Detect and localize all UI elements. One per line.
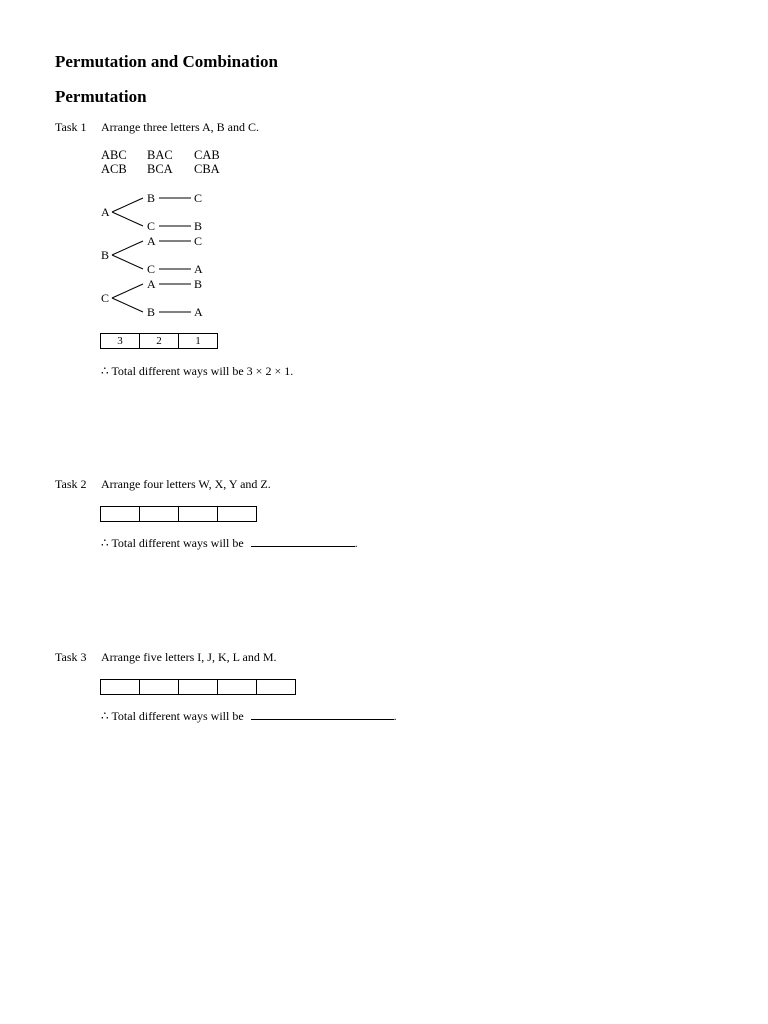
answer-box[interactable] xyxy=(217,679,257,695)
task2-text: Arrange four letters W, X, Y and Z. xyxy=(101,477,271,491)
answer-box[interactable] xyxy=(139,679,179,695)
answer-box[interactable] xyxy=(100,679,140,695)
arrangement-list-item: BAC xyxy=(147,148,173,162)
arrangement-list-item: ABC xyxy=(101,148,127,162)
answer-blank[interactable] xyxy=(251,536,355,547)
tree-node: A xyxy=(147,277,156,291)
tree-node: C xyxy=(194,234,203,248)
choice-box: 1 xyxy=(178,333,218,349)
tree-node: C xyxy=(147,219,156,233)
arrangement-list-item: CAB xyxy=(194,148,220,162)
task1-text: Arrange three letters A, B and C. xyxy=(101,120,259,134)
tree-diagram xyxy=(95,188,235,318)
tree-branch-line xyxy=(112,241,143,255)
tree-branch-line xyxy=(112,298,143,312)
therefore-symbol: ∴ xyxy=(101,536,109,550)
task3-text: Arrange five letters I, J, K, L and M. xyxy=(101,650,277,664)
tree-root: A xyxy=(101,205,110,219)
period: . xyxy=(354,536,358,550)
task2-conclusion-text: Total different ways will be xyxy=(111,536,244,550)
answer-box[interactable] xyxy=(178,679,218,695)
task3-box-row xyxy=(100,679,296,695)
section-heading: Permutation xyxy=(55,87,147,106)
tree-node: B xyxy=(194,219,203,233)
answer-box[interactable] xyxy=(217,506,257,522)
task2-conclusion xyxy=(101,536,358,551)
task1-label: Task 1 xyxy=(55,120,87,134)
arrangement-list-item: CBA xyxy=(194,162,220,176)
answer-box[interactable] xyxy=(100,506,140,522)
tree-node: B xyxy=(147,191,156,205)
tree-node: A xyxy=(194,305,203,318)
choice-box: 3 xyxy=(100,333,140,349)
answer-box[interactable] xyxy=(178,506,218,522)
task3-conclusion xyxy=(101,709,397,724)
task1-box-row xyxy=(100,333,218,349)
answer-box[interactable] xyxy=(256,679,296,695)
tree-node: A xyxy=(194,262,203,276)
task1-conclusion xyxy=(101,364,293,379)
tree-branch-line xyxy=(112,212,143,226)
tree-root: B xyxy=(101,248,110,262)
therefore-symbol: ∴ xyxy=(101,364,109,378)
tree-branch-line xyxy=(112,198,143,212)
tree-node: B xyxy=(194,277,203,291)
arrangement-list-item: BCA xyxy=(147,162,173,176)
task3-conclusion-text: Total different ways will be xyxy=(111,709,244,723)
answer-box[interactable] xyxy=(139,506,179,522)
tree-root: C xyxy=(101,291,110,305)
therefore-symbol: ∴ xyxy=(101,709,109,723)
task2-label: Task 2 xyxy=(55,477,87,491)
tree-node: C xyxy=(147,262,156,276)
tree-node: C xyxy=(194,191,203,205)
answer-blank[interactable] xyxy=(251,709,394,720)
tree-node: A xyxy=(147,234,156,248)
period: . xyxy=(393,709,397,723)
task1-conclusion-text: Total different ways will be 3 × 2 × 1. xyxy=(111,364,294,378)
choice-box: 2 xyxy=(139,333,179,349)
tree-node: B xyxy=(147,305,156,318)
tree-branch-line xyxy=(112,284,143,298)
task3-label: Task 3 xyxy=(55,650,87,664)
arrangement-list-item: ACB xyxy=(101,162,127,176)
tree-branch-line xyxy=(112,255,143,269)
task2-box-row xyxy=(100,506,257,522)
page-title: Permutation and Combination xyxy=(55,52,278,71)
